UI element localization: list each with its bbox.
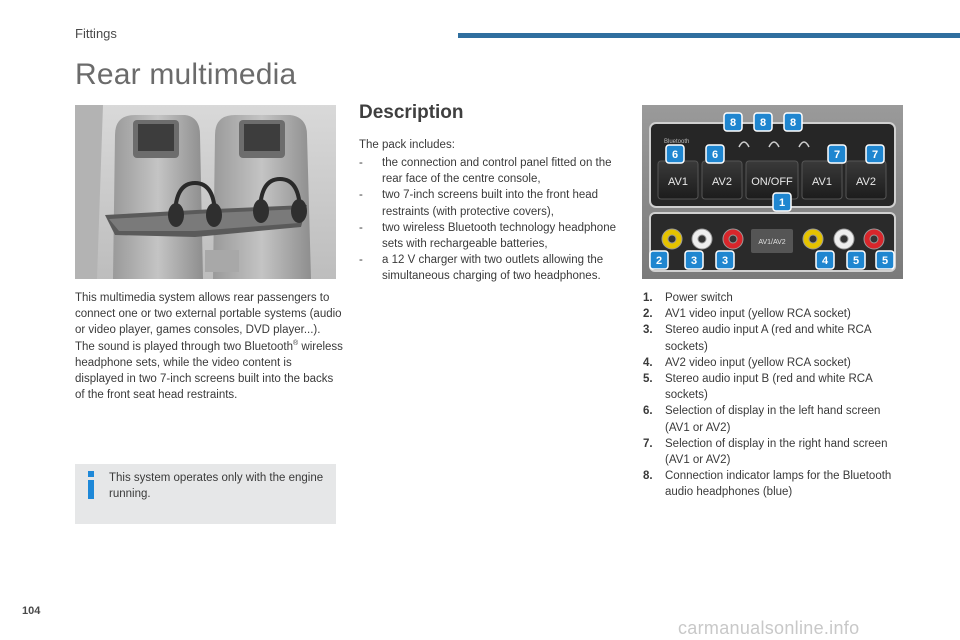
legend-text: Selection of display in the left hand screen (AV1 or AV2)	[665, 405, 881, 434]
legend-text: Power switch	[665, 292, 733, 304]
header-rule	[458, 33, 960, 38]
description-heading: Description	[359, 102, 464, 123]
legend-text: AV1 video input (yellow RCA socket)	[665, 308, 851, 321]
control-panel-illustration	[642, 105, 903, 279]
callout-5: 5	[852, 255, 860, 267]
callout-2: 2	[655, 255, 663, 267]
list-item	[359, 187, 625, 219]
legend-item	[643, 306, 905, 322]
info-icon	[85, 471, 97, 499]
seat-photo	[75, 105, 336, 279]
seat-illustration	[75, 105, 336, 279]
list-item	[359, 155, 625, 187]
intro-paragraph	[75, 290, 343, 403]
info-box	[75, 464, 336, 524]
list-item-text: a 12 V charger with two outlets allowing the simultaneous charging of two headphones.	[382, 254, 604, 283]
av1-av2-label: AV1/AV2	[758, 239, 786, 246]
description-list	[359, 155, 625, 285]
callout-4: 4	[821, 255, 829, 267]
info-text: This system operates only with the engine running.	[109, 472, 324, 500]
intro-text-part-2: wireless headphone sets, while the video content is displayed in two 7-inch screens built into the backs of the front seat head restraints.	[75, 340, 343, 402]
list-item	[359, 252, 625, 284]
callout-3: 3	[721, 255, 729, 267]
legend-text: AV2 video input (yellow RCA socket)	[665, 356, 851, 369]
av1-left-button: AV1	[668, 176, 688, 188]
legend-text: Selection of display in the right hand screen (AV1 or AV2)	[665, 437, 888, 467]
legend-number: 3.	[643, 324, 653, 337]
callout-6: 6	[671, 149, 679, 161]
callout-8: 8	[789, 117, 797, 129]
legend-item	[643, 290, 905, 306]
av2-left-button: AV2	[712, 176, 732, 188]
legend-text: Stereo audio input B (red and white RCA sockets)	[665, 373, 873, 402]
dash-marker: -	[359, 189, 363, 202]
intro-text-part-1: This multimedia system allows rear passengers to connect one or two external portable systems (audio or video player, games consoles, DVD player...). The sound is played through two Bluetooth	[75, 292, 342, 353]
legend-item	[643, 403, 905, 435]
legend-text: Connection indicator lamps for the Bluetooth audio headphones (blue)	[665, 470, 892, 499]
legend-number: 8.	[643, 470, 653, 483]
legend-item	[643, 322, 905, 354]
av2-right-button: AV2	[856, 176, 876, 188]
callout-7: 7	[871, 149, 879, 161]
section-label: Fittings	[75, 26, 117, 41]
callout-8: 8	[729, 117, 737, 129]
bluetooth-label: Bluetooth	[664, 139, 690, 145]
page-title: Rear multimedia	[75, 58, 297, 91]
callout-3: 3	[690, 255, 698, 267]
legend-number: 2.	[643, 308, 653, 321]
legend-number: 6.	[643, 405, 653, 418]
legend-text: Stereo audio input A (red and white RCA sockets)	[665, 324, 871, 353]
legend-number: 4.	[643, 356, 653, 369]
list-item	[359, 220, 625, 252]
page-number: 104	[22, 605, 41, 617]
legend-item	[643, 436, 905, 468]
watermark: carmanualsonline.info	[678, 618, 860, 638]
legend-item	[643, 371, 905, 403]
legend-number: 1.	[643, 292, 653, 304]
callout-7: 7	[833, 149, 841, 161]
list-item-text: two 7-inch screens built into the front head restraints (with protective covers),	[382, 189, 599, 218]
registered-mark: ®	[293, 339, 299, 347]
legend-item	[643, 468, 905, 500]
legend-number: 5.	[643, 373, 653, 386]
callout-1: 1	[778, 197, 786, 209]
on-off-button: ON/OFF	[751, 176, 793, 188]
callout-5: 5	[881, 255, 889, 267]
legend-number: 7.	[643, 437, 653, 450]
list-item-text: two wireless Bluetooth technology headphone sets with rechargeable batteries,	[382, 221, 616, 251]
legend-item	[643, 355, 905, 371]
av1-right-button: AV1	[812, 176, 832, 188]
dash-marker: -	[359, 221, 363, 234]
dash-marker: -	[359, 157, 363, 169]
description-intro: The pack includes:	[359, 139, 455, 151]
callout-8: 8	[759, 117, 767, 129]
callout-6: 6	[711, 149, 719, 161]
list-item-text: the connection and control panel fitted on the rear face of the centre console,	[382, 157, 612, 186]
control-panel-image	[642, 105, 903, 279]
legend-list	[643, 290, 905, 501]
dash-marker: -	[359, 254, 363, 267]
